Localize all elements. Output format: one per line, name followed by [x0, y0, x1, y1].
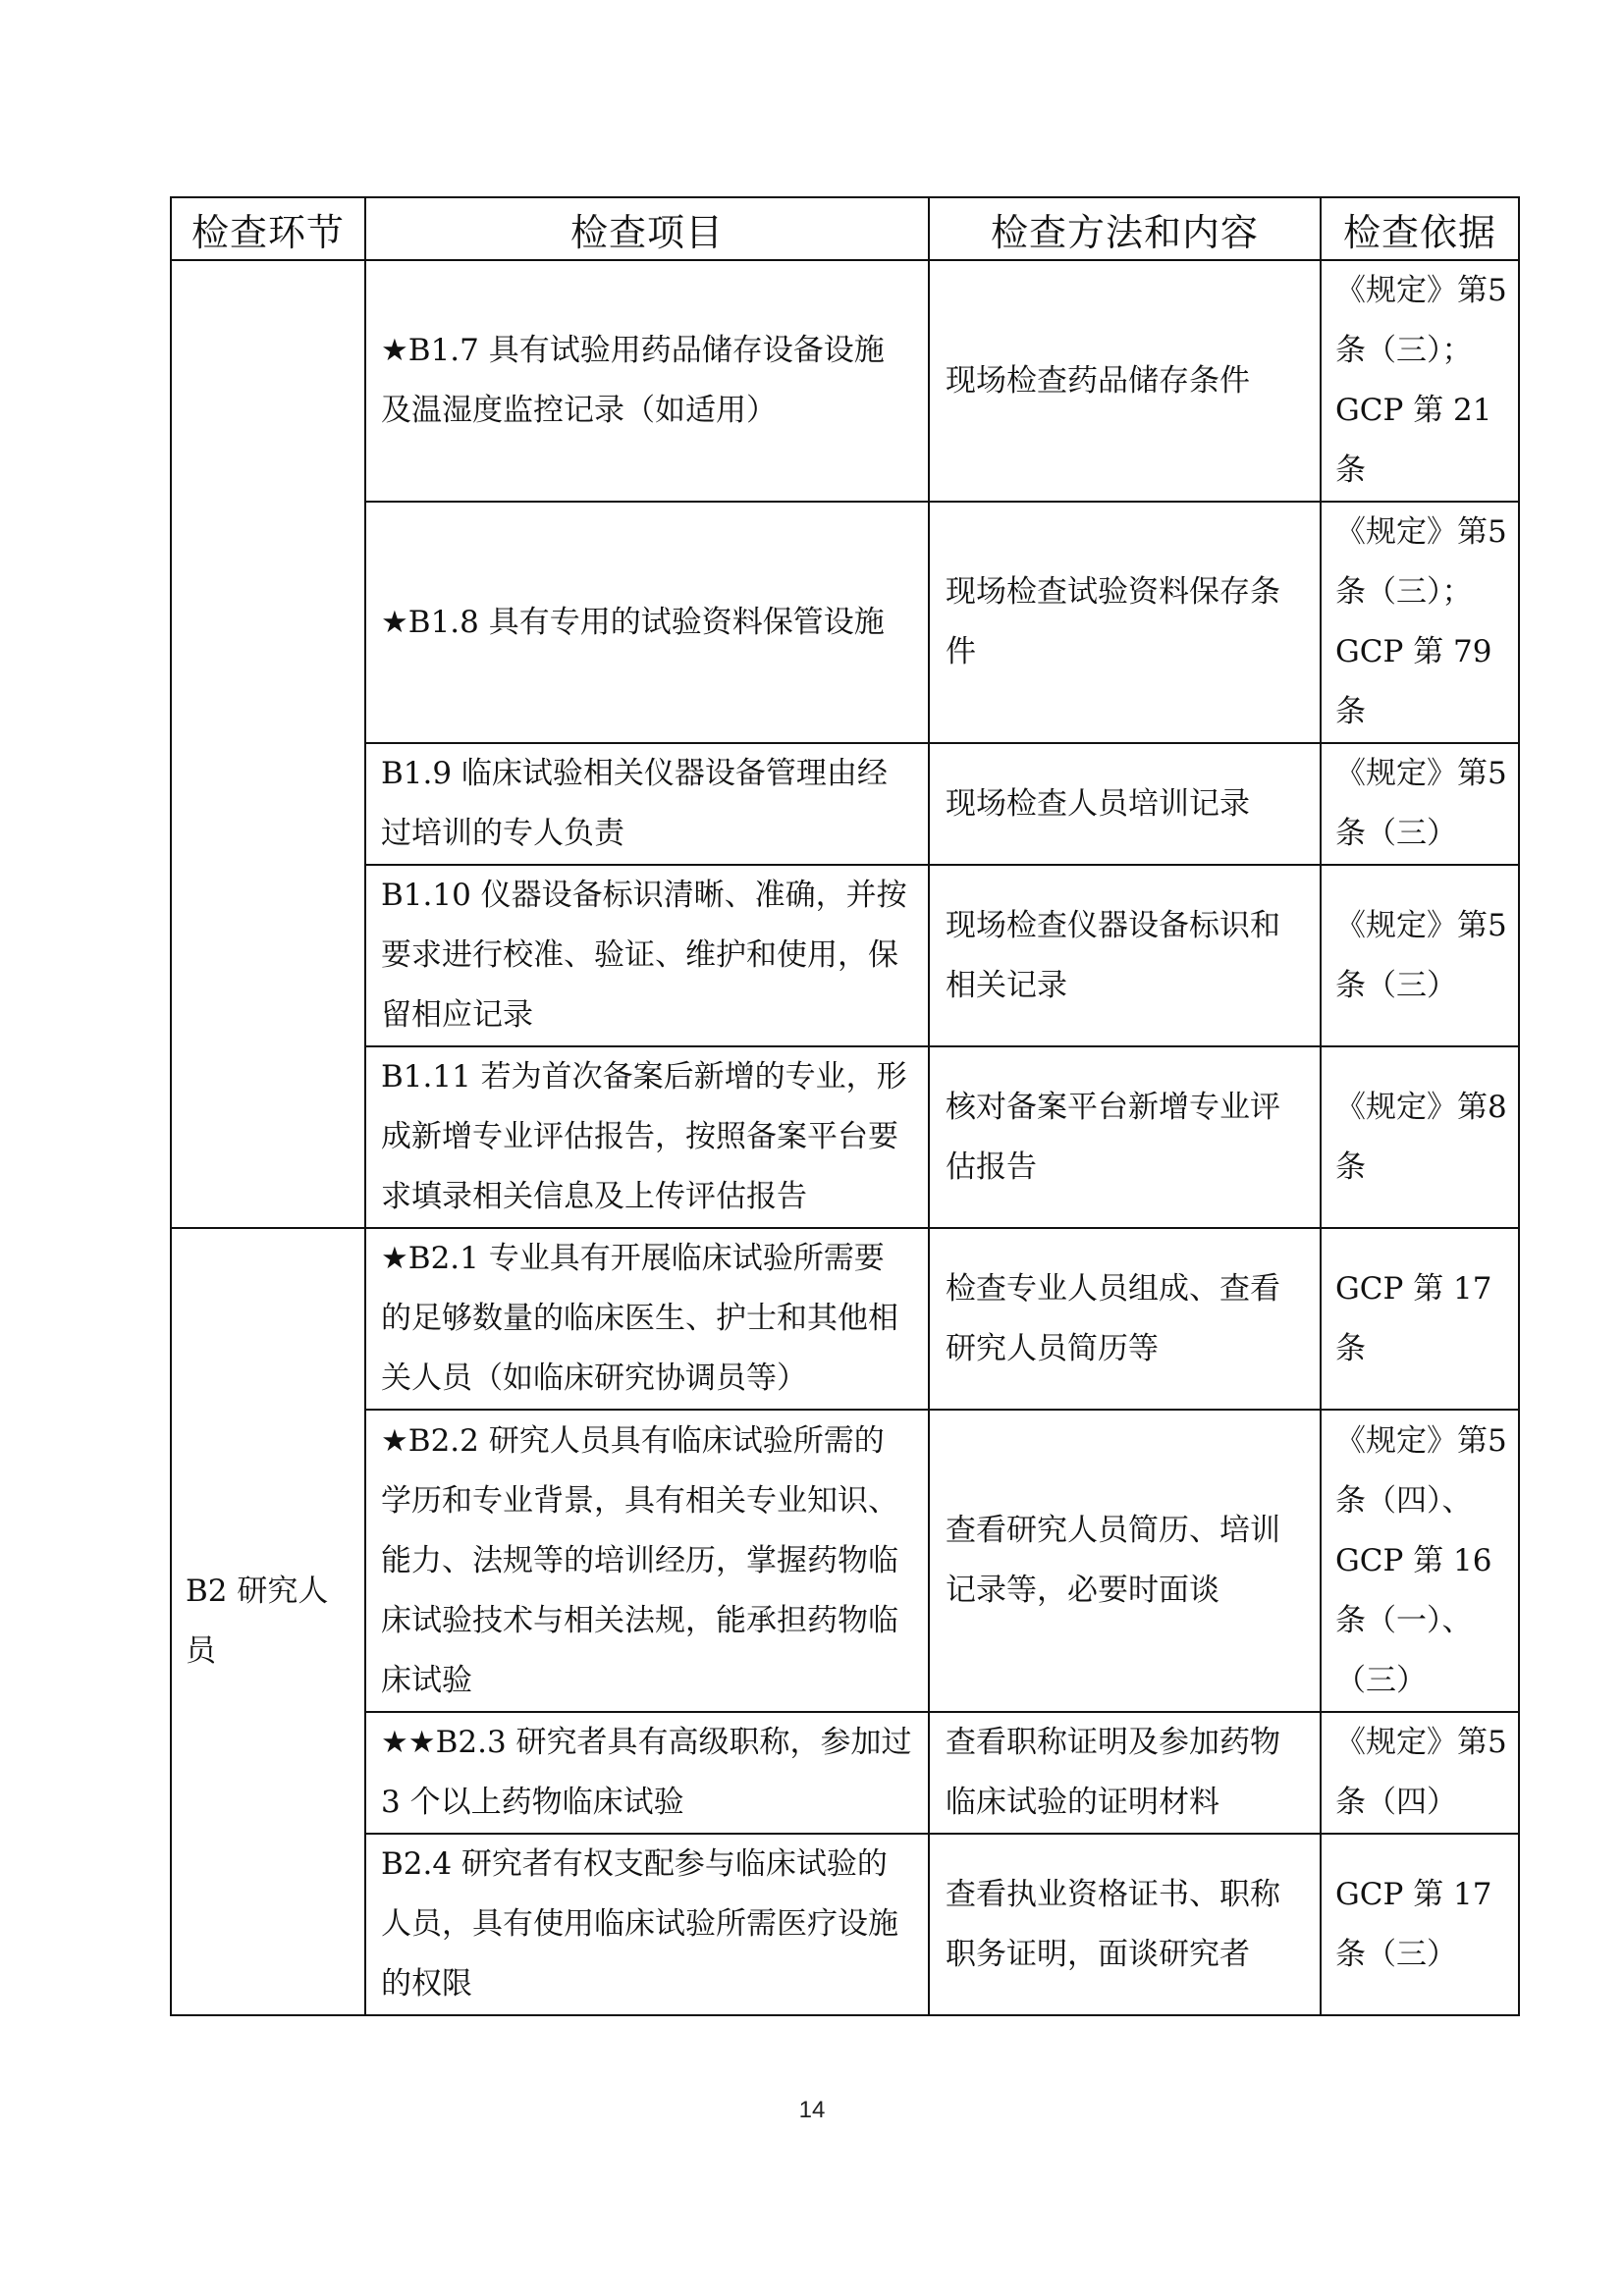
basis-cell: 《规定》第5条（三） — [1321, 743, 1519, 865]
method-cell: 查看执业资格证书、职称职务证明，面谈研究者 — [929, 1834, 1321, 2015]
item-cell: B1.11 若为首次备案后新增的专业，形成新增专业评估报告，按照备案平台要求填录相关信息及上传评估报告 — [365, 1046, 929, 1228]
header-stage: 检查环节 — [171, 197, 365, 260]
item-cell: B1.9 临床试验相关仪器设备管理由经过培训的专人负责 — [365, 743, 929, 865]
table-header-row — [171, 197, 1519, 260]
method-cell: 现场检查药品储存条件 — [929, 260, 1321, 502]
method-cell: 现场检查试验资料保存条件 — [929, 502, 1321, 743]
header-method: 检查方法和内容 — [929, 197, 1321, 260]
basis-cell: 《规定》第5条（三）；GCP 第 79 条 — [1321, 502, 1519, 743]
basis-cell: 《规定》第8条 — [1321, 1046, 1519, 1228]
item-cell: ★B2.1 专业具有开展临床试验所需要的足够数量的临床医生、护士和其他相关人员（如临床研究协调员等） — [365, 1228, 929, 1410]
header-basis: 检查依据 — [1321, 197, 1519, 260]
method-cell: 查看职称证明及参加药物临床试验的证明材料 — [929, 1712, 1321, 1834]
stage-cell-b1 — [171, 260, 365, 1228]
table-row — [171, 1410, 1519, 1712]
basis-cell: 《规定》第5条（三） — [1321, 865, 1519, 1046]
inspection-table — [170, 196, 1520, 2016]
table-row — [171, 1712, 1519, 1834]
method-cell: 现场检查仪器设备标识和相关记录 — [929, 865, 1321, 1046]
item-cell: ★★B2.3 研究者具有高级职称，参加过 3 个以上药物临床试验 — [365, 1712, 929, 1834]
header-item: 检查项目 — [365, 197, 929, 260]
basis-cell: 《规定》第5条（三）；GCP 第 21 条 — [1321, 260, 1519, 502]
table-row — [171, 743, 1519, 865]
item-cell: B2.4 研究者有权支配参与临床试验的人员，具有使用临床试验所需医疗设施的权限 — [365, 1834, 929, 2015]
page-number: 14 — [798, 2097, 826, 2123]
basis-cell: 《规定》第5条（四） — [1321, 1712, 1519, 1834]
stage-cell-b2: B2 研究人员 — [171, 1228, 365, 2015]
table-row — [171, 1046, 1519, 1228]
table-row — [171, 260, 1519, 502]
item-cell: ★B1.8 具有专用的试验资料保管设施 — [365, 502, 929, 743]
item-cell: B1.10 仪器设备标识清晰、准确，并按要求进行校准、验证、维护和使用，保留相应记录 — [365, 865, 929, 1046]
method-cell: 核对备案平台新增专业评估报告 — [929, 1046, 1321, 1228]
table-row — [171, 502, 1519, 743]
method-cell: 现场检查人员培训记录 — [929, 743, 1321, 865]
item-cell: ★B2.2 研究人员具有临床试验所需的学历和专业背景，具有相关专业知识、能力、法规等的培训经历，掌握药物临床试验技术与相关法规，能承担药物临床试验 — [365, 1410, 929, 1712]
table-row — [171, 865, 1519, 1046]
basis-cell: 《规定》第5条（四）、GCP 第 16 条（一）、（三） — [1321, 1410, 1519, 1712]
basis-cell: GCP 第 17 条 — [1321, 1228, 1519, 1410]
table-row — [171, 1228, 1519, 1410]
method-cell: 查看研究人员简历、培训记录等，必要时面谈 — [929, 1410, 1321, 1712]
method-cell: 检查专业人员组成、查看研究人员简历等 — [929, 1228, 1321, 1410]
item-cell: ★B1.7 具有试验用药品储存设备设施及温湿度监控记录（如适用） — [365, 260, 929, 502]
basis-cell: GCP 第 17 条（三） — [1321, 1834, 1519, 2015]
inspection-table-container — [170, 196, 1518, 2016]
table-row — [171, 1834, 1519, 2015]
